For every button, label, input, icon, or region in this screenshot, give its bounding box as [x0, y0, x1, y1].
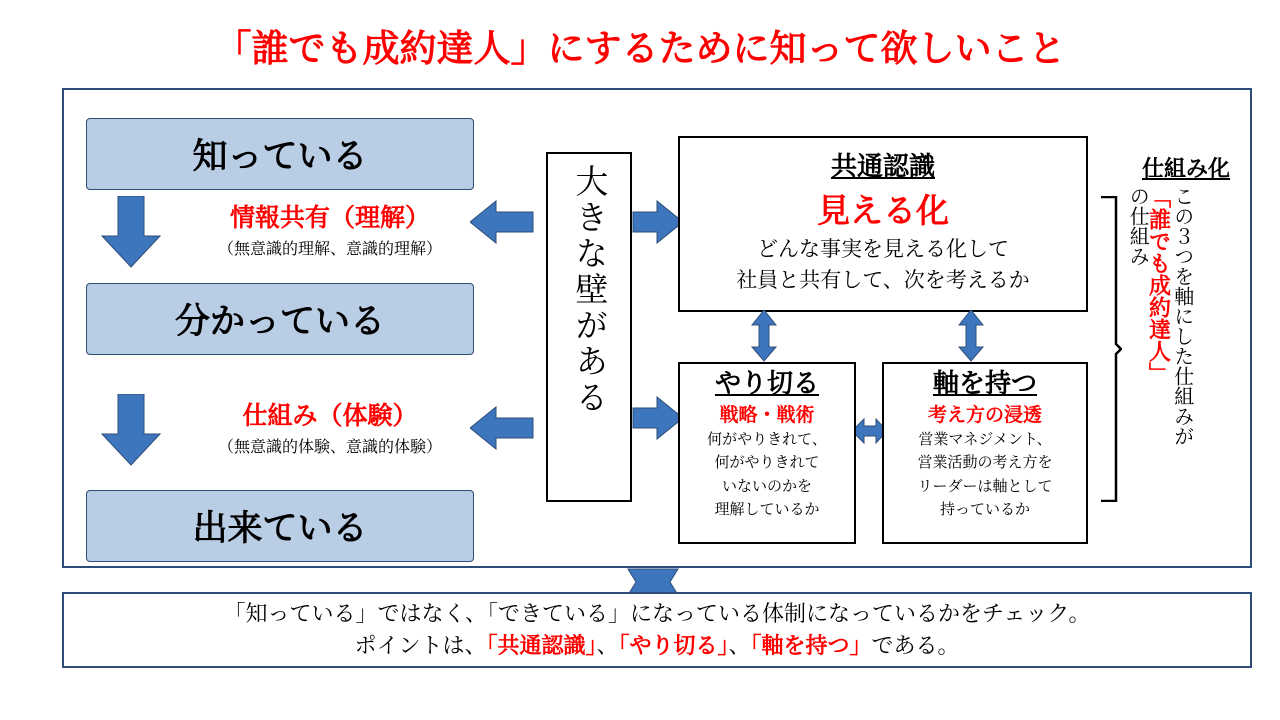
box-heading: 軸を持つ: [932, 368, 1037, 398]
box-red-subtitle: 見える化: [817, 192, 949, 229]
annotation-vertical-red: 「誰でも成約達人」: [1146, 186, 1172, 384]
box-description-line: 営業活動の考え方を: [917, 454, 1053, 472]
annotation-vertical-black-head: この３つを軸にした仕組みが: [1170, 186, 1193, 446]
summary-keyword-2: 「やり切る」: [618, 633, 729, 658]
summary-suffix: である。: [871, 633, 960, 658]
content-box-carry-through: [678, 362, 856, 544]
page-title: 「誰でも成約達人」にするために知って欲しいこと: [214, 28, 1066, 69]
summary-sep-1: 、: [596, 633, 619, 658]
box-heading: 共通認識: [830, 151, 935, 181]
box-red-subtitle: 戦略・戦術: [719, 405, 815, 427]
down-arrow-icon: [100, 196, 162, 268]
box-heading: やり切る: [714, 368, 819, 398]
transition-main-text: 仕組み（体験）: [242, 402, 418, 430]
annotation-vertical-text: [1126, 186, 1192, 556]
left-arrow-icon: [470, 200, 534, 244]
box-description-line: リーダーは軸として: [917, 477, 1053, 495]
box-description-line: 営業マネジメント、: [918, 431, 1052, 449]
big-wall-text: 大きな壁がある: [571, 164, 609, 416]
right-brace-bracket: [1100, 196, 1122, 502]
big-wall-box: [546, 152, 632, 502]
right-arrow-icon: [632, 200, 684, 244]
stage-box-doing: 出来ている: [86, 490, 474, 562]
stage-box-understanding: 分かっている: [86, 283, 474, 355]
box-description-line: 理解しているか: [714, 500, 820, 518]
content-box-common-understanding: [678, 136, 1088, 312]
stage-box-knowing: 知っている: [86, 118, 474, 190]
box-description-line: 何がやりきれて、: [707, 431, 827, 449]
transition-sub-text: （無意識的体験、意識的体験）: [217, 439, 442, 456]
transition-label-system-experience: [170, 396, 490, 457]
transition-label-information-sharing: [170, 198, 490, 259]
transition-sub-text: （無意識的理解、意識的理解）: [217, 241, 442, 258]
summary-prefix: ポイントは、: [354, 633, 487, 658]
annotation-heading-systemization: 仕組み化: [1141, 156, 1230, 181]
vertical-double-arrow-icon: [958, 310, 984, 362]
box-red-subtitle: 考え方の浸透: [927, 405, 1042, 427]
summary-line-2: [354, 630, 959, 662]
box-description-line: 社員と共有して、次を考えるか: [736, 269, 1030, 293]
down-arrow-icon: [100, 394, 162, 466]
box-description-line: どんな事実を見える化して: [757, 238, 1009, 261]
content-box-have-an-axis: [882, 362, 1088, 544]
box-description-line: 何がやりきれて: [714, 454, 820, 472]
right-arrow-icon: [632, 396, 684, 440]
vertical-double-arrow-icon: [751, 310, 777, 362]
summary-line-1: 「知っている」ではなく、「できている」になっている体制になっているかをチェック。: [223, 601, 1091, 627]
box-description-line: 持っているか: [939, 500, 1030, 518]
summary-keyword-1: 「共通認識」: [486, 633, 597, 658]
summary-keyword-3: 「軸を持つ」: [750, 633, 872, 658]
summary-sep-2: 、: [728, 633, 751, 658]
summary-box: [62, 592, 1252, 668]
box-description-line: いないのかを: [721, 477, 812, 495]
annotation-vertical-black-tail: の仕組み: [1126, 186, 1149, 266]
transition-main-text: 情報共有（理解）: [229, 204, 430, 232]
left-arrow-icon: [470, 406, 534, 450]
